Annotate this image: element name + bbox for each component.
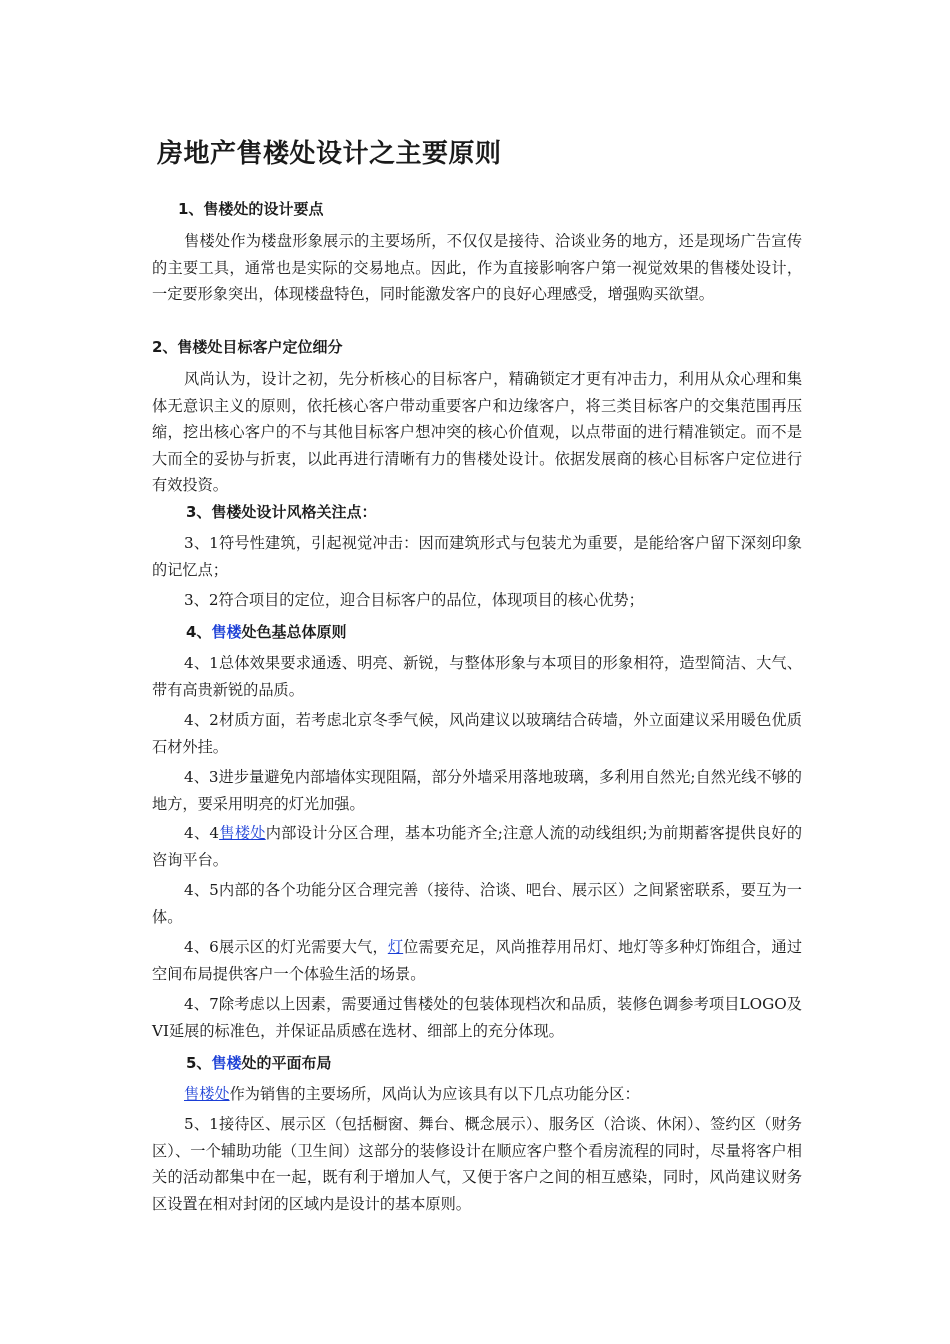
item-6-text: 位需要充足，风尚推荐用吊灯、地灯等多种灯饰组合，通过空间布局提供客户一个体验生活的场景。 [152,938,803,983]
sales-office-link[interactable]: 售楼处 [219,824,266,842]
section-4-item-1: 4、1总体效果要求通透、明亮、新锐，与整体形象与本项目的形象相符，造型简洁、大气、带有高贵新锐的品质。 [152,654,802,699]
section-4-item-3: 4、3进步量避免内部墙体实现阻隔，部分外墙采用落地玻璃，多利用自然光;自然光线不够的地方，要采用明亮的灯光加强。 [152,768,802,813]
section-5-heading-prefix: 5、 [186,1054,212,1072]
section-5-item-1: 5、1接待区、展示区（包括橱窗、舞台、概念展示）、服务区（洽谈、休闲）、签约区（财务区）、一个辅助功能（卫生间）这部分的装修设计在顺应客户整个看房流程的同时，尽量将客户相关的活动都集中在一起，既有利于增加人气，又便于客户之间的相互感染，同时，风尚建议财务区设置在相对封闭的区域内是设计的基本原则。 [152,1115,802,1213]
page-title: 房地产售楼处设计之主要原则 [157,139,502,169]
section-1-paragraph: 售楼处作为楼盘形象展示的主要场所，不仅仅是接待、洽谈业务的地方，还是现场广告宣传的主要工具，通常也是实际的交易地点。因此，作为直接影响客户第一视觉效果的售楼处设计，一定要形象突出，体现楼盘特色，同时能激发客户的良好心理感受，增强购买欲望。 [152,232,802,303]
section-4-item-7: 4、7除考虑以上因素，需要通过售楼处的包装体现档次和品质，装修色调参考项目LOGO及VI延展的标准色，并保证品质感在选材、细部上的充分体现。 [152,995,802,1040]
section-2-heading: 2、售楼处目标客户定位细分 [152,338,343,356]
section-5-heading [186,1052,331,1073]
sales-office-link[interactable]: 售楼处 [184,1085,230,1103]
section-4-heading-suffix: 处色基总体原则 [241,623,347,641]
sales-office-link[interactable]: 售楼 [211,623,242,641]
section-4-item-6 [152,934,802,987]
section-2-paragraph: 风尚认为，设计之初，先分析核心的目标客户，精确锁定才更有冲击力，利用从众心理和集体无意识主义的原则，依托核心客户带动重要客户和边缘客户，将三类目标客户的交集范围再压缩，挖出核心客户的不与其他目标客户想冲突的核心价值观，以点带面的进行精准锁定。而不是大而全的妥协与折衷，以此再进行清晰有力的售楼处设计。依据发展商的核心目标客户定位进行有效投资。 [152,370,802,494]
section-5-heading-suffix: 处的平面布局 [241,1054,332,1072]
section-3-heading: 3、售楼处设计风格关注点： [186,503,377,521]
section-4-heading [186,621,346,642]
section-4-item-4 [152,820,802,873]
section-5-intro [152,1081,802,1108]
sales-office-link[interactable]: 售楼 [211,1054,242,1072]
section-3-item-1: 3、1符号性建筑，引起视觉冲击：因而建筑形式与包装尤为重要，是能给客户留下深刻印象的记忆点； [152,534,802,579]
section-4-item-5: 4、5内部的各个功能分区合理完善（接待、洽谈、吧台、展示区）之间紧密联系，要互为一体。 [152,881,802,926]
section-4-heading-prefix: 4、 [186,623,212,641]
section-5-intro-text: 作为销售的主要场所，风尚认为应该具有以下几点功能分区： [229,1085,640,1103]
item-6-prefix: 4、6展示区的灯光需要大气， [184,938,388,956]
item-4-text: 内部设计分区合理，基本功能齐全;注意人流的动线组织;为前期蓄客提供良好的咨询平台。 [152,824,803,869]
section-1-heading: 1、售楼处的设计要点 [178,200,324,218]
section-3-item-2: 3、2符合项目的定位，迎合目标客户的品位，体现项目的核心优势； [184,591,644,609]
item-4-prefix: 4、4 [184,824,220,842]
section-4-item-2: 4、2材质方面，若考虑北京冬季气候，风尚建议以玻璃结合砖墙，外立面建议采用暖色优质石材外挂。 [152,711,802,756]
light-link[interactable]: 灯 [387,938,404,956]
